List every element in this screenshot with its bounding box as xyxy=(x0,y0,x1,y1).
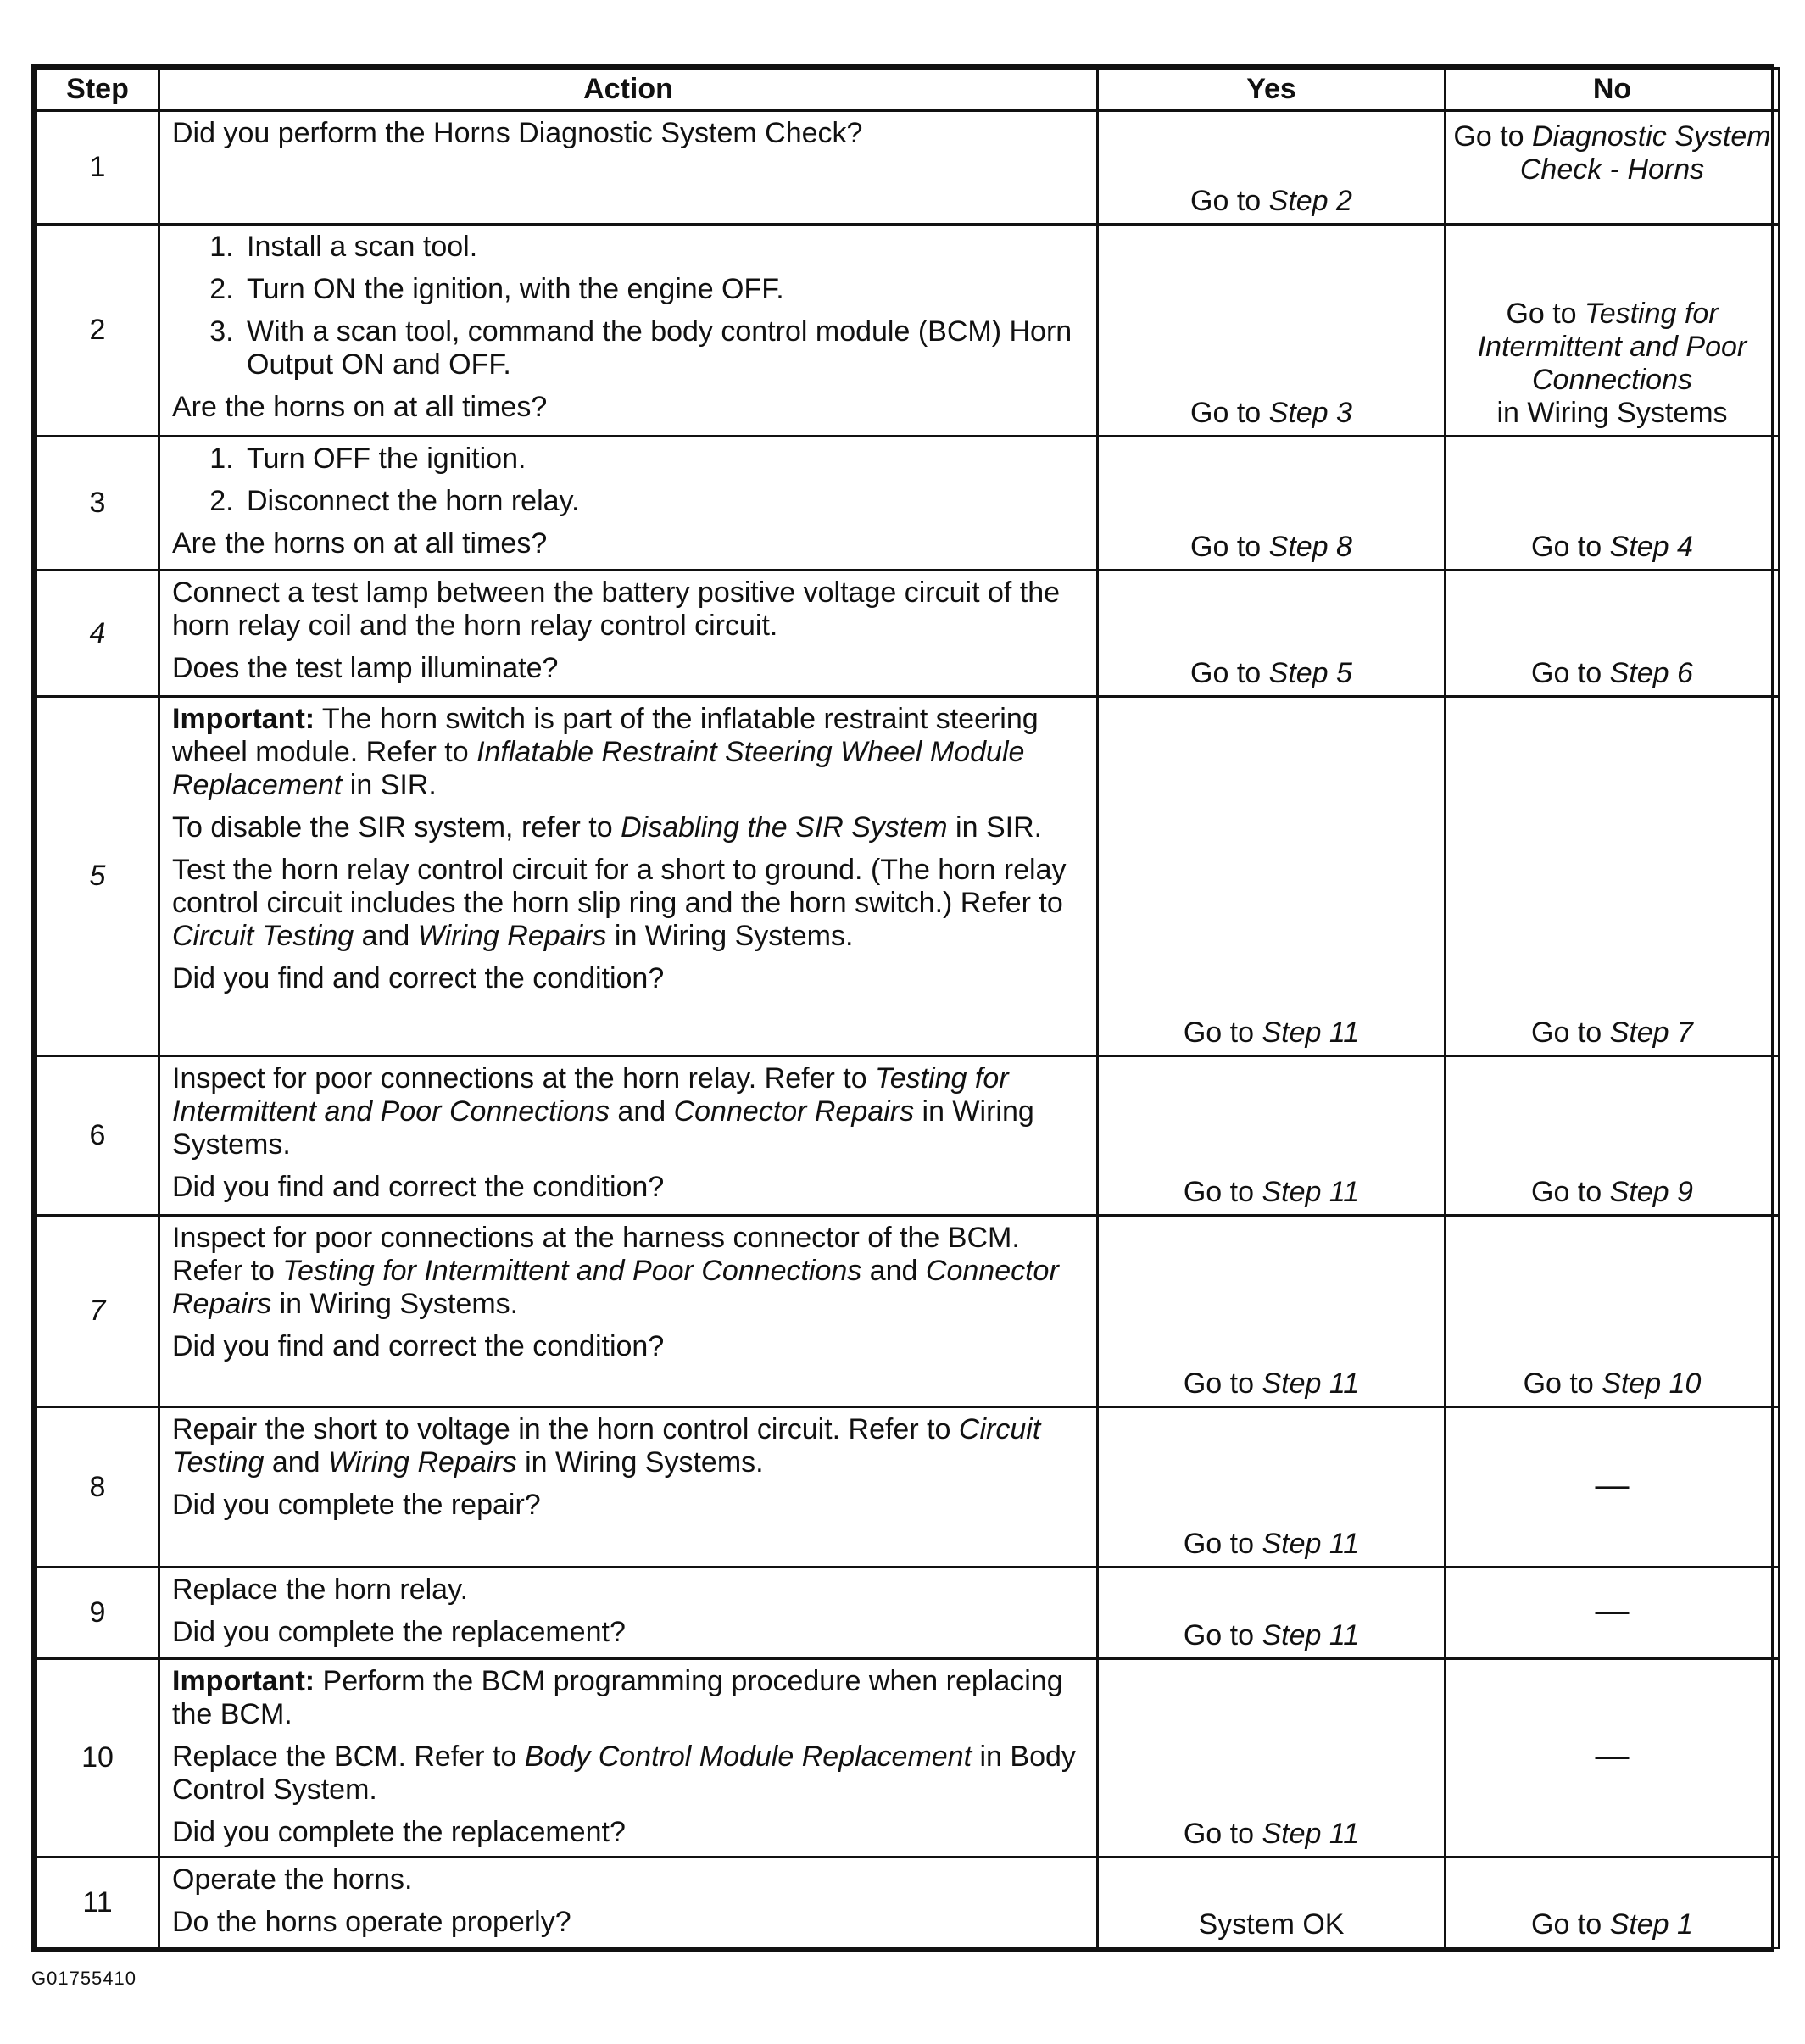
reference-link[interactable]: Testing for Intermittent and Poor Connections xyxy=(282,1255,862,1287)
reference-suffix: in Wiring Systems. xyxy=(172,1095,1034,1161)
action-question: Did you complete the replacement? xyxy=(172,1816,626,1848)
action-text xyxy=(172,1413,1084,1479)
step-number: 8 xyxy=(36,1407,159,1568)
action-text xyxy=(172,1222,1084,1321)
yes-prefix: Go to xyxy=(1190,397,1269,429)
table-row xyxy=(36,437,1780,571)
yes-prefix: Go to xyxy=(1190,185,1269,217)
not-applicable-dash: — xyxy=(1595,1592,1630,1629)
yes-step-link[interactable]: Step 11 xyxy=(1262,1818,1360,1850)
action-question: Are the horns on at all times? xyxy=(172,391,548,423)
action-step-list xyxy=(172,231,1084,382)
table-row xyxy=(36,225,1780,437)
yes-cell xyxy=(1098,1407,1446,1568)
action-step-item: 2. Turn ON the ignition, with the engine OFF. xyxy=(242,273,1084,306)
action-question: Did you find and correct the condition? xyxy=(172,1330,665,1362)
no-cell xyxy=(1446,437,1780,571)
action-text xyxy=(172,1062,1084,1161)
action-question: Did you find and correct the condition? xyxy=(172,1171,665,1203)
no-prefix: Go to xyxy=(1531,1908,1610,1941)
action-text-part: Replace the BCM. Refer to xyxy=(172,1740,525,1773)
important-label: Important: xyxy=(172,1665,315,1697)
action-text-part: and xyxy=(609,1095,674,1128)
important-text: The horn switch is part of the inflatable restraint steering wheel module. Refer to xyxy=(172,703,1039,768)
action-question: Do the horns operate properly? xyxy=(172,1906,571,1938)
reference-link[interactable]: Disabling the SIR System xyxy=(621,811,948,844)
step-number: 1 xyxy=(36,111,159,225)
no-cell xyxy=(1446,1056,1780,1216)
yes-prefix: Go to xyxy=(1183,1528,1262,1560)
action-text-part: Repair the short to voltage in the horn control circuit. Refer to xyxy=(172,1413,959,1445)
action-text xyxy=(172,1740,1084,1807)
step-number: 11 xyxy=(36,1857,159,1948)
yes-step-link[interactable]: Step 11 xyxy=(1262,1176,1360,1208)
yes-cell xyxy=(1098,437,1446,571)
action-text-part: Inspect for poor connections at the harness connector of the BCM. Refer to xyxy=(172,1222,1020,1287)
yes-step-link[interactable]: Step 11 xyxy=(1262,1619,1360,1651)
yes-cell xyxy=(1098,1216,1446,1407)
no-cell xyxy=(1446,111,1780,225)
step-number: 3 xyxy=(36,437,159,571)
no-prefix: Go to xyxy=(1453,120,1533,153)
no-prefix: Go to xyxy=(1531,531,1610,563)
action-question: Does the test lamp illuminate? xyxy=(172,652,559,684)
action-text: Connect a test lamp between the battery positive voltage circuit of the horn relay coil and the horn relay control circuit. xyxy=(172,576,1061,642)
reference-suffix: in Wiring Systems. xyxy=(606,920,854,952)
action-cell xyxy=(159,225,1098,437)
action-cell xyxy=(159,1407,1098,1568)
action-text: Operate the horns. xyxy=(172,1863,413,1896)
important-note xyxy=(172,703,1084,802)
no-step-link[interactable]: Diagnostic System Check - Horns xyxy=(1519,120,1771,186)
no-cell xyxy=(1446,1857,1780,1948)
table-row xyxy=(36,571,1780,697)
table-row xyxy=(36,111,1780,225)
action-cell xyxy=(159,1659,1098,1857)
action-cell xyxy=(159,1216,1098,1407)
action-cell xyxy=(159,1056,1098,1216)
action-text-part: and xyxy=(354,920,418,952)
step-number: 7 xyxy=(36,1216,159,1407)
action-step-list xyxy=(172,443,1084,518)
yes-prefix: Go to xyxy=(1183,1016,1262,1049)
not-applicable-dash: — xyxy=(1595,1466,1630,1504)
reference-link[interactable]: Circuit Testing xyxy=(172,920,354,952)
yes-cell xyxy=(1098,697,1446,1056)
not-applicable-dash: — xyxy=(1595,1737,1630,1774)
no-step-link[interactable]: Testing for Intermittent and Poor Connections xyxy=(1477,298,1747,396)
yes-cell xyxy=(1098,1857,1446,1948)
yes-result: System OK xyxy=(1198,1908,1345,1941)
yes-step-link[interactable]: Step 11 xyxy=(1262,1528,1360,1560)
header-yes: Yes xyxy=(1098,69,1446,111)
yes-cell xyxy=(1098,1568,1446,1659)
reference-suffix: in Wiring Systems. xyxy=(271,1288,519,1320)
action-text-part: Test the horn relay control circuit for a short to ground. (The horn relay control circuit includes the horn slip ring and the horn switch.) Refer to xyxy=(172,854,1067,919)
action-cell xyxy=(159,1857,1098,1948)
table-row xyxy=(36,697,1780,1056)
table-row xyxy=(36,1056,1780,1216)
action-text xyxy=(172,811,1084,844)
action-text-part: and xyxy=(264,1446,328,1479)
yes-step-link[interactable]: Step 8 xyxy=(1268,531,1352,563)
action-cell xyxy=(159,437,1098,571)
reference-link[interactable]: Testing for Intermittent and Poor Connections xyxy=(172,1062,1009,1128)
reference-link[interactable]: Wiring Repairs xyxy=(417,920,607,952)
yes-cell xyxy=(1098,111,1446,225)
action-step-item: 3. With a scan tool, command the body control module (BCM) Horn Output ON and OFF. xyxy=(242,315,1084,382)
table-row xyxy=(36,1568,1780,1659)
reference-suffix: in SIR. xyxy=(947,811,1043,844)
no-cell xyxy=(1446,697,1780,1056)
yes-step-link[interactable]: Step 11 xyxy=(1262,1367,1360,1400)
action-text-part: Inspect for poor connections at the horn relay. Refer to xyxy=(172,1062,876,1094)
yes-cell xyxy=(1098,225,1446,437)
header-row xyxy=(36,69,1780,111)
yes-prefix: Go to xyxy=(1183,1176,1262,1208)
reference-link[interactable]: Connector Repairs xyxy=(172,1255,1059,1320)
action-step-item: 1. Install a scan tool. xyxy=(242,231,1084,264)
action-step-item: 1. Turn OFF the ignition. xyxy=(242,443,1084,476)
yes-prefix: Go to xyxy=(1183,1619,1262,1651)
table-row xyxy=(36,1216,1780,1407)
reference-suffix: in Wiring Systems. xyxy=(516,1446,764,1479)
reference-link[interactable]: Circuit Testing xyxy=(172,1413,1041,1479)
diagnostic-table xyxy=(35,67,1780,1949)
important-label: Important: xyxy=(172,703,315,735)
diagnostic-table-frame xyxy=(31,64,1774,1952)
no-cell xyxy=(1446,1216,1780,1407)
yes-prefix: Go to xyxy=(1183,1367,1262,1400)
action-text-part: To disable the SIR system, refer to xyxy=(172,811,621,844)
no-prefix: Go to xyxy=(1506,298,1585,330)
yes-cell xyxy=(1098,1659,1446,1857)
yes-prefix: Go to xyxy=(1183,1818,1262,1850)
step-number: 4 xyxy=(36,571,159,697)
important-text: Perform the BCM programming procedure when replacing the BCM. xyxy=(172,1665,1063,1730)
no-step-link[interactable]: Step 7 xyxy=(1609,1016,1693,1049)
no-prefix: Go to xyxy=(1531,1016,1610,1049)
reference-link[interactable]: Inflatable Restraint Steering Wheel Module Replacement xyxy=(172,736,1025,801)
no-cell xyxy=(1446,1659,1780,1857)
reference-suffix: in Body Control System. xyxy=(172,1740,1076,1806)
no-step-link[interactable]: Step 1 xyxy=(1609,1908,1693,1941)
action-text: Did you perform the Horns Diagnostic System Check? xyxy=(172,117,863,149)
action-cell xyxy=(159,697,1098,1056)
action-question: Did you find and correct the condition? xyxy=(172,962,665,994)
no-step-link[interactable]: Step 6 xyxy=(1609,657,1693,689)
no-prefix: Go to xyxy=(1531,657,1610,689)
reference-link[interactable]: Body Control Module Replacement xyxy=(524,1740,972,1773)
header-step: Step xyxy=(36,69,159,111)
action-question: Did you complete the replacement? xyxy=(172,1616,626,1648)
no-step-link[interactable]: Step 10 xyxy=(1602,1367,1702,1400)
header-action: Action xyxy=(159,69,1098,111)
action-cell xyxy=(159,571,1098,697)
no-prefix: Go to xyxy=(1531,1176,1610,1208)
action-text xyxy=(172,854,1084,953)
yes-prefix: Go to xyxy=(1190,531,1269,563)
reference-suffix: in SIR. xyxy=(342,769,437,801)
table-row xyxy=(36,1407,1780,1568)
no-step-link[interactable]: Step 9 xyxy=(1609,1176,1693,1208)
no-prefix: Go to xyxy=(1523,1367,1602,1400)
yes-step-link[interactable]: Step 5 xyxy=(1268,657,1352,689)
action-cell xyxy=(159,111,1098,225)
action-cell xyxy=(159,1568,1098,1659)
step-number: 10 xyxy=(36,1659,159,1857)
action-step-item: 2. Disconnect the horn relay. xyxy=(242,485,1084,518)
reference-link[interactable]: Connector Repairs xyxy=(673,1095,915,1128)
yes-step-link[interactable]: Step 3 xyxy=(1268,397,1352,429)
figure-id: G01755410 xyxy=(31,1968,136,1989)
no-suffix: in Wiring Systems xyxy=(1496,397,1728,429)
yes-cell xyxy=(1098,571,1446,697)
no-step-link[interactable]: Step 4 xyxy=(1609,531,1693,563)
no-cell xyxy=(1446,225,1780,437)
action-text: Replace the horn relay. xyxy=(172,1573,469,1606)
no-cell xyxy=(1446,1407,1780,1568)
reference-link[interactable]: Wiring Repairs xyxy=(328,1446,517,1479)
table-row xyxy=(36,1659,1780,1857)
no-cell xyxy=(1446,1568,1780,1659)
step-number: 5 xyxy=(36,697,159,1056)
action-question: Did you complete the repair? xyxy=(172,1489,541,1521)
no-cell xyxy=(1446,571,1780,697)
step-number: 9 xyxy=(36,1568,159,1659)
yes-prefix: Go to xyxy=(1190,657,1269,689)
action-text-part: and xyxy=(861,1255,926,1287)
header-no: No xyxy=(1446,69,1780,111)
yes-cell xyxy=(1098,1056,1446,1216)
step-number: 6 xyxy=(36,1056,159,1216)
yes-step-link[interactable]: Step 2 xyxy=(1268,185,1352,217)
important-note xyxy=(172,1665,1084,1731)
step-number: 2 xyxy=(36,225,159,437)
yes-step-link[interactable]: Step 11 xyxy=(1262,1016,1360,1049)
action-question: Are the horns on at all times? xyxy=(172,527,548,560)
table-row xyxy=(36,1857,1780,1948)
